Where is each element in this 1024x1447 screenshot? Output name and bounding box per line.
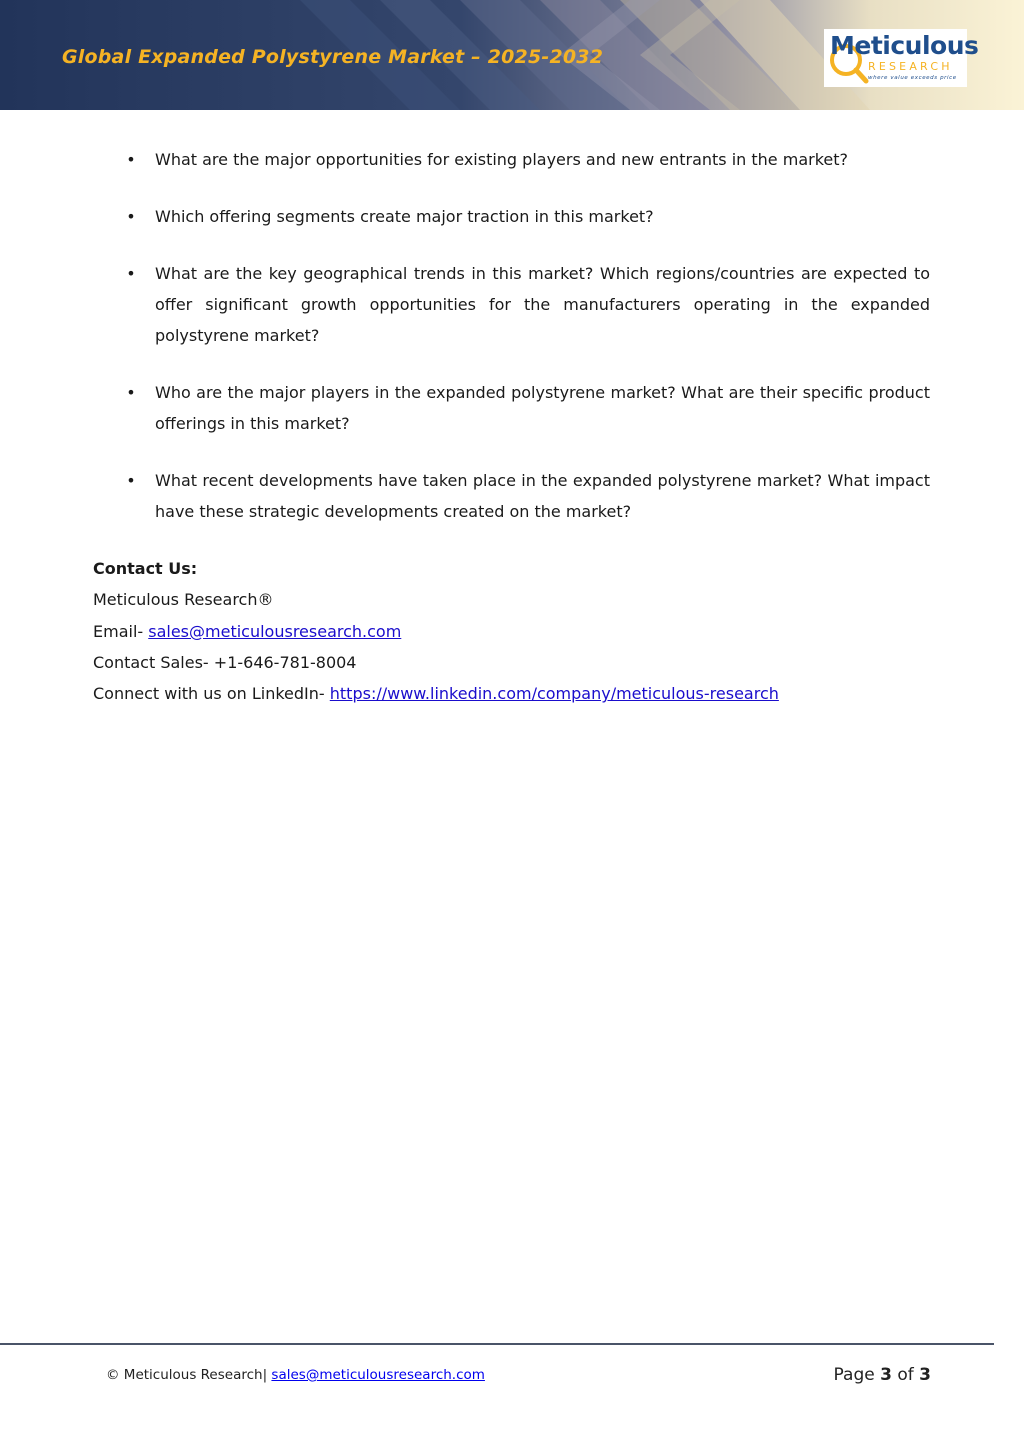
linkedin-label: Connect with us on LinkedIn-	[93, 684, 330, 704]
bullet-icon: •	[126, 207, 136, 226]
linkedin-link[interactable]: https://www.linkedin.com/company/meticulous-research	[329, 684, 779, 704]
company-logo	[824, 29, 979, 87]
bullet-icon: •	[126, 383, 136, 402]
bullet-icon: •	[126, 150, 136, 169]
list-item	[93, 465, 930, 527]
question-text: What are the key geographical trends in this market? Which regions/countries are expected to offer significant growth opportunities for the manufacturers operating in the expanded polystyrene market?	[155, 264, 930, 345]
document-title: Global Expanded Polystyrene Market – 2025-2032	[62, 46, 604, 68]
email-line	[93, 616, 930, 647]
page-content	[93, 144, 930, 709]
question-text: What recent developments have taken place in the expanded polystyrene market? What impact have these strategic developments created on the market?	[155, 471, 930, 521]
question-text: What are the major opportunities for existing players and new entrants in the market?	[155, 150, 848, 169]
page-total: 3	[919, 1365, 931, 1385]
list-item	[93, 377, 930, 439]
email-link[interactable]: sales@meticulousresearch.com	[148, 621, 402, 641]
logo-tagline: where value exceeds price	[868, 75, 957, 81]
page-current: 3	[880, 1365, 892, 1385]
sales-phone: Contact Sales- +1-646-781-8004	[93, 652, 357, 672]
logo-wordmark: Meticulous	[830, 31, 979, 60]
bullet-icon: •	[126, 471, 136, 490]
list-item	[93, 258, 930, 351]
logo-research-text: RESEARCH	[868, 60, 953, 73]
page-header	[0, 0, 1024, 110]
page-of: of	[891, 1365, 920, 1385]
question-text: Which offering segments create major traction in this market?	[155, 207, 654, 226]
bullet-icon: •	[126, 264, 136, 283]
list-item	[93, 201, 930, 232]
copyright-text: © Meticulous Research|	[106, 1367, 272, 1383]
footer-divider	[0, 1343, 994, 1345]
footer-email-link[interactable]: sales@meticulousresearch.com	[271, 1367, 485, 1383]
key-questions-list	[93, 144, 930, 527]
contact-heading: Contact Us:	[93, 559, 198, 578]
question-text: Who are the major players in the expanded polystyrene market? What are their specific product offerings in this market?	[155, 383, 930, 433]
contact-section	[93, 553, 930, 709]
list-item	[93, 144, 930, 175]
page-number	[834, 1365, 931, 1385]
footer-copyright	[106, 1367, 485, 1383]
email-label: Email-	[93, 621, 149, 641]
page-prefix: Page	[833, 1365, 881, 1385]
linkedin-line	[93, 678, 930, 709]
company-name: Meticulous Research®	[93, 590, 274, 610]
